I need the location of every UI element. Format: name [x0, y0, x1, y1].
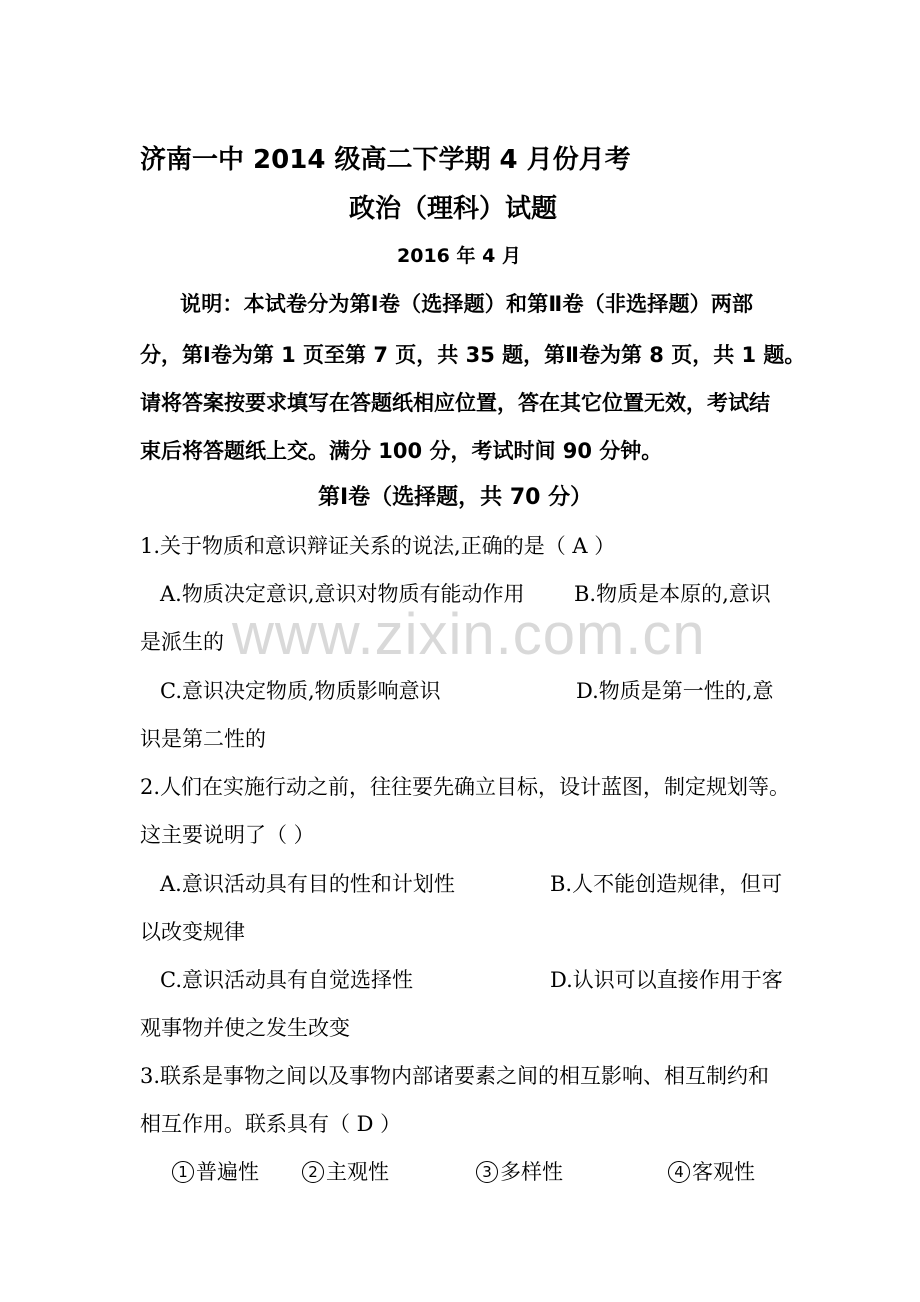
q2-option-b-cont: 以改变规律	[140, 920, 245, 944]
q3-item-3-text: 多样性	[500, 1160, 563, 1184]
q2-option-d: D.认识可以直接作用于客	[550, 968, 783, 992]
q1-option-c: C.意识决定物质,物质影响意识	[160, 679, 441, 703]
q2-option-b: B.人不能创造规律，但可	[550, 872, 783, 896]
q1-option-b: B.物质是本原的,意识	[574, 582, 771, 606]
instructions-line-3: 请将答案按要求填写在答题纸相应位置，答在其它位置无效，考试结	[140, 391, 770, 415]
exam-date: 2016 年 4 月	[397, 245, 521, 267]
q3-item-1-text: 普遍性	[196, 1160, 259, 1184]
q2-option-c: C.意识活动具有自觉选择性	[160, 968, 413, 992]
q3-stem: 3.联系是事物之间以及事物内部诸要素之间的相互影响、相互制约和	[140, 1064, 770, 1088]
instructions-line-4: 束后将答题纸上交。满分 100 分，考试时间 90 分钟。	[140, 439, 663, 463]
instructions-line-1: 说明：本试卷分为第Ⅰ卷（选择题）和第Ⅱ卷（非选择题）两部	[180, 292, 754, 316]
q3-item-2	[302, 1157, 389, 1187]
instructions-line-2: 分，第Ⅰ卷为第 1 页至第 7 页，共 35 题，第Ⅱ卷为第 8 页，共 1 题。	[140, 343, 806, 367]
q1-option-a: A.物质决定意识,意识对物质有能动作用	[160, 582, 525, 606]
q3-item-3	[476, 1157, 563, 1187]
q3-item-1-number: 1	[172, 1161, 194, 1183]
exam-subtitle: 政治（理科）试题	[349, 194, 558, 224]
section-title: 第Ⅰ卷（选择题，共 70 分）	[318, 485, 593, 510]
exam-title: 济南一中 2014 级高二下学期 4 月份月考	[140, 145, 631, 175]
q3-stem-cont: 相互作用。联系具有（ D ）	[140, 1112, 402, 1136]
q1-stem: 1.关于物质和意识辩证关系的说法,正确的是（ A ）	[140, 534, 616, 558]
q1-option-d-cont: 识是第二性的	[140, 727, 266, 751]
q1-option-d: D.物质是第一性的,意	[576, 679, 774, 703]
q3-item-3-number: 3	[476, 1161, 498, 1183]
q2-stem: 2.人们在实施行动之前，往往要先确立目标，设计蓝图，制定规划等。	[140, 775, 791, 799]
q3-item-2-number: 2	[302, 1161, 324, 1183]
q1-option-b-cont: 是派生的	[140, 630, 224, 654]
watermark: www.zixin.com.cn	[232, 602, 706, 667]
q3-item-2-text: 主观性	[326, 1160, 389, 1184]
q3-item-4	[668, 1157, 755, 1187]
q3-item-4-number: 4	[668, 1161, 690, 1183]
q2-option-a: A.意识活动具有目的性和计划性	[160, 872, 455, 896]
q2-stem-cont: 这主要说明了（ ）	[140, 823, 315, 847]
q3-item-1	[172, 1157, 259, 1187]
q2-option-d-cont: 观事物并使之发生改变	[140, 1016, 350, 1040]
q3-item-4-text: 客观性	[692, 1160, 755, 1184]
